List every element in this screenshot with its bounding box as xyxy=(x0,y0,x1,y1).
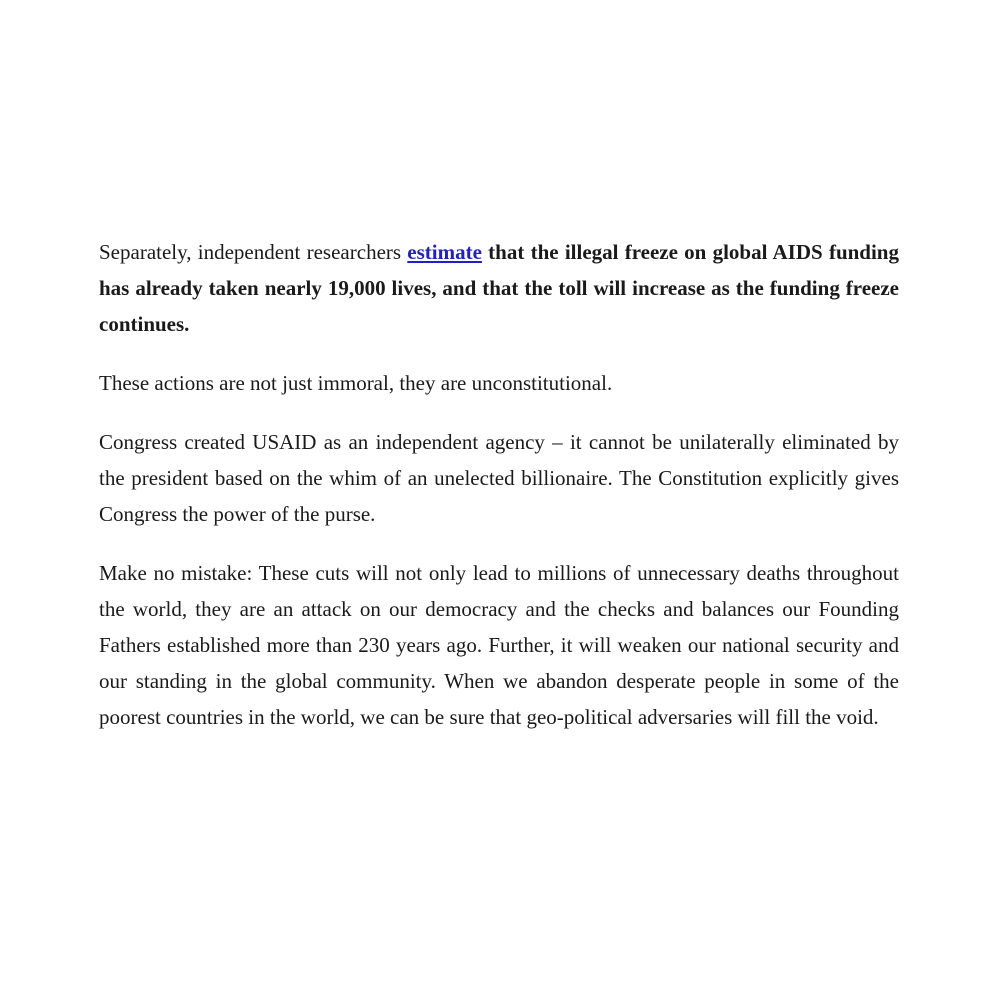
paragraph-congress-usaid: Congress created USAID as an independent agency – it cannot be unilaterally eliminated by the president based on the whim of an unelected billionaire. The Constitution explicitly gives Congress the power of the purse. xyxy=(99,430,899,526)
paragraph-unconstitutional: These actions are not just immoral, they are unconstitutional. xyxy=(99,371,613,395)
paragraph-1-bold-text: that the illegal freeze on global AIDS funding has already taken nearly 19,000 lives, and that the toll will increase as the funding freeze continues. xyxy=(99,240,899,336)
paragraph-1-lead: Separately, independent researchers xyxy=(99,240,408,264)
paragraph-make-no-mistake: Make no mistake: These cuts will not only lead to millions of unnecessary deaths throughout the world, they are an attack on our democracy and the checks and balances our Founding Fathers established more than 230 years ago. Further, it will weaken our national security and our standing in the global community. When we abandon desperate people in some of the poorest countries in the world, we can be sure that geo-political adversaries will fill the void. xyxy=(99,561,899,729)
estimate-link[interactable]: estimate xyxy=(407,240,482,264)
paragraph-aids-funding xyxy=(99,234,899,342)
document-body xyxy=(99,234,899,735)
